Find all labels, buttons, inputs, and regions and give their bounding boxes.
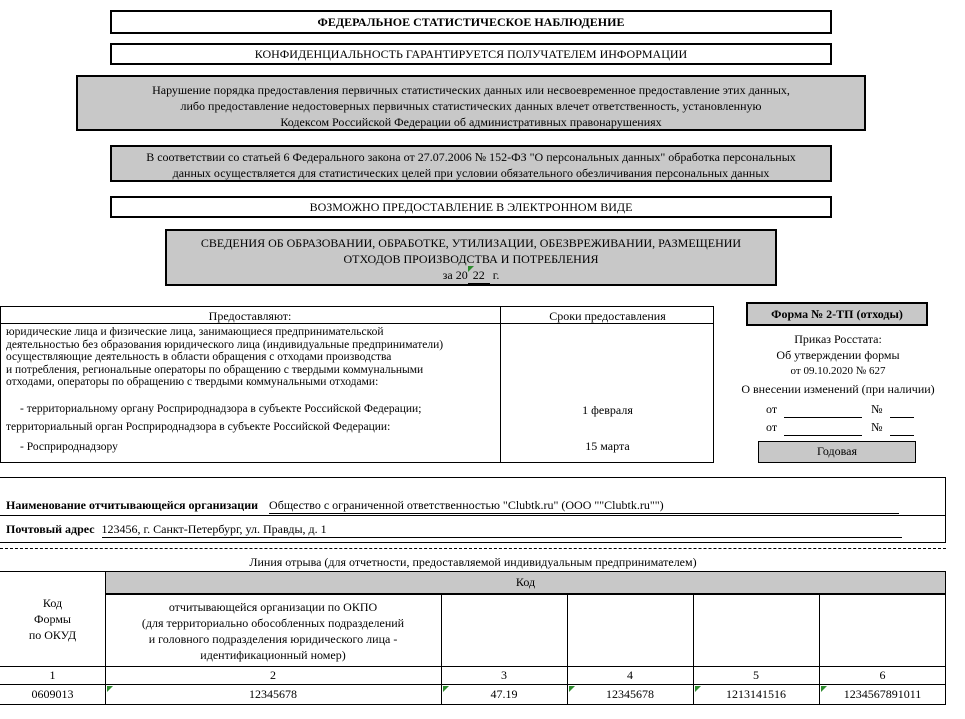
okud-line-3: по ОКУД — [28, 628, 77, 642]
col-number-6: 6 — [879, 668, 886, 682]
change-date-field-2[interactable] — [784, 420, 862, 436]
provide-desc-2: деятельностью без образования юридического лица (индивидуальные предприниматели) — [6, 338, 444, 351]
provide-description — [6, 326, 506, 389]
change-row-1 — [766, 402, 926, 418]
col-number-5: 5 — [753, 668, 759, 682]
org-name-row — [6, 498, 916, 514]
change-num-field[interactable] — [890, 402, 914, 418]
col-number-1: 1 — [49, 668, 56, 682]
okpo-line-2: (для территориально обособленных подразделений — [141, 616, 405, 630]
year-cell-marker — [468, 266, 474, 272]
value-col-6[interactable]: 1234567891011 — [843, 687, 922, 701]
org-addr-label: Почтовый адрес — [6, 522, 95, 536]
change-date-field[interactable] — [784, 402, 862, 418]
confidential-box — [110, 43, 832, 65]
value-okud[interactable]: 0609013 — [31, 687, 74, 701]
provide-desc-2-line: территориальный орган Росприроднадзора в субъекте Российской Федерации: — [6, 421, 391, 433]
okpo-line-4: идентификационный номер) — [200, 648, 346, 662]
codes-hrule-1 — [0, 666, 946, 667]
violation-line-2: либо предоставление недостоверных первичных статистических данных влечет ответственность, установленную — [180, 99, 762, 113]
order-line-3: от 09.10.2020 № 627 — [790, 365, 886, 377]
order-line-1: Приказ Росстата: — [794, 332, 882, 346]
okpo-line-3: и головного подразделения юридического лица - — [148, 632, 398, 646]
codes-header — [105, 571, 946, 595]
provide-desc-4: и потребления, региональные операторы по обращению с твердыми коммунальными — [6, 363, 424, 376]
title-line-2: ОТХОДОВ ПРОИЗВОДСТВА И ПОТРЕБЛЕНИЯ — [343, 252, 599, 266]
value-col-3[interactable]: 47.19 — [490, 687, 518, 701]
provide-col1-header: Предоставляют: — [208, 309, 292, 323]
provide-item-2: - Росприроднадзору — [20, 441, 118, 453]
tear-line — [0, 548, 946, 549]
violation-line-3: Кодексом Российской Федерации об административных правонарушениях — [280, 115, 662, 129]
provide-deadline-2: 15 марта — [585, 439, 630, 453]
order-block — [718, 331, 958, 397]
year-suffix: г. — [492, 268, 500, 282]
cell-marker-4 — [569, 686, 575, 692]
provide-desc-1: юридические лица и физические лица, занимающиеся предпринимательской — [6, 326, 384, 338]
electronic-box — [110, 196, 832, 218]
org-name-label: Наименование отчитывающейся организации — [6, 498, 259, 512]
confidential-text: КОНФИДЕНЦИАЛЬНОСТЬ ГАРАНТИРУЕТСЯ ПОЛУЧАТЕЛЕМ ИНФОРМАЦИИ — [254, 47, 688, 61]
year-prefix: за 20 — [442, 268, 468, 282]
value-col-5[interactable]: 1213141516 — [726, 687, 786, 701]
org-addr-value[interactable]: 123456, г. Санкт-Петербург, ул. Правды, д. 1 — [102, 522, 902, 538]
col-number-2: 2 — [270, 668, 276, 682]
period-text: Годовая — [817, 444, 857, 458]
okpo-label — [105, 599, 441, 663]
col-number-4: 4 — [627, 668, 633, 682]
provide-deadline-1: 1 февраля — [582, 403, 633, 417]
fed-obs-text: ФЕДЕРАЛЬНОЕ СТАТИСТИЧЕСКОЕ НАБЛЮДЕНИЕ — [317, 15, 625, 29]
violation-box — [76, 75, 866, 131]
cell-marker-5 — [695, 686, 701, 692]
col-number-3: 3 — [501, 668, 507, 682]
personal-line-1: В соответствии со статьей 6 Федерального закона от 27.07.2006 № 152-ФЗ "О персональных данных" обработка персональных — [146, 150, 796, 164]
org-name-value[interactable]: Общество с ограниченной ответственностью "Clubtk.ru" (ООО ""Clubtk.ru"") — [269, 498, 899, 514]
provide-desc-5: отходами, операторы по обращению с твердыми коммунальными отходами: — [6, 376, 379, 388]
year-value[interactable]: 22 — [468, 267, 490, 284]
change-num-label-2: № — [871, 420, 883, 434]
form-name-box — [746, 302, 928, 326]
tear-line-label: Линия отрыва (для отчетности, предоставляемой индивидуальным предпринимателем) — [249, 555, 697, 569]
order-line-2: Об утверждении формы — [776, 348, 900, 362]
cell-marker-3 — [443, 686, 449, 692]
title-line-1: СВЕДЕНИЯ ОБ ОБРАЗОВАНИИ, ОБРАБОТКЕ, УТИЛИЗАЦИИ, ОБЕЗВРЕЖИВАНИИ, РАЗМЕЩЕНИИ — [200, 236, 742, 250]
org-divider — [0, 515, 946, 516]
change-from-label: от — [766, 402, 778, 416]
provide-item-1: - территориальному органу Росприроднадзора в субъекте Российской Федерации; — [20, 403, 422, 415]
value-okpo[interactable]: 12345678 — [249, 687, 297, 701]
okud-label — [0, 595, 105, 643]
personal-line-2: данных осуществляется для статистических целей при условии обязательного обезличивания персональных данных — [172, 166, 770, 180]
okud-line-1: Код — [42, 596, 63, 610]
cell-marker-6 — [821, 686, 827, 692]
value-col-4[interactable]: 12345678 — [606, 687, 654, 701]
change-num-label: № — [871, 402, 883, 416]
okud-line-2: Формы — [34, 612, 71, 626]
provide-col2-header: Сроки предоставления — [549, 309, 666, 323]
personal-data-box — [110, 145, 832, 182]
org-addr-row — [6, 522, 916, 538]
cell-marker-2 — [107, 686, 113, 692]
changes-label: О внесении изменений (при наличии) — [741, 382, 935, 396]
change-row-2 — [766, 420, 926, 436]
violation-line-1: Нарушение порядка предоставления первичных статистических данных или несвоевременное предоставление этих данных, — [152, 83, 790, 97]
okpo-line-1: отчитывающейся организации по ОКПО — [168, 600, 378, 614]
form-name: Форма № 2-ТП (отходы) — [771, 307, 903, 321]
change-num-field-2[interactable] — [890, 420, 914, 436]
codes-hrule-2 — [0, 684, 946, 685]
codes-header-text: Код — [515, 575, 536, 589]
title-box — [165, 229, 777, 286]
change-from-label-2: от — [766, 420, 778, 434]
provide-desc-3: осуществляющие деятельность в области обращения с отходами производства — [6, 351, 392, 363]
fed-obs-box — [110, 10, 832, 34]
electronic-text: ВОЗМОЖНО ПРЕДОСТАВЛЕНИЕ В ЭЛЕКТРОННОМ ВИДЕ — [309, 200, 633, 214]
codes-hrule-3 — [0, 704, 946, 705]
period-box — [758, 441, 916, 463]
